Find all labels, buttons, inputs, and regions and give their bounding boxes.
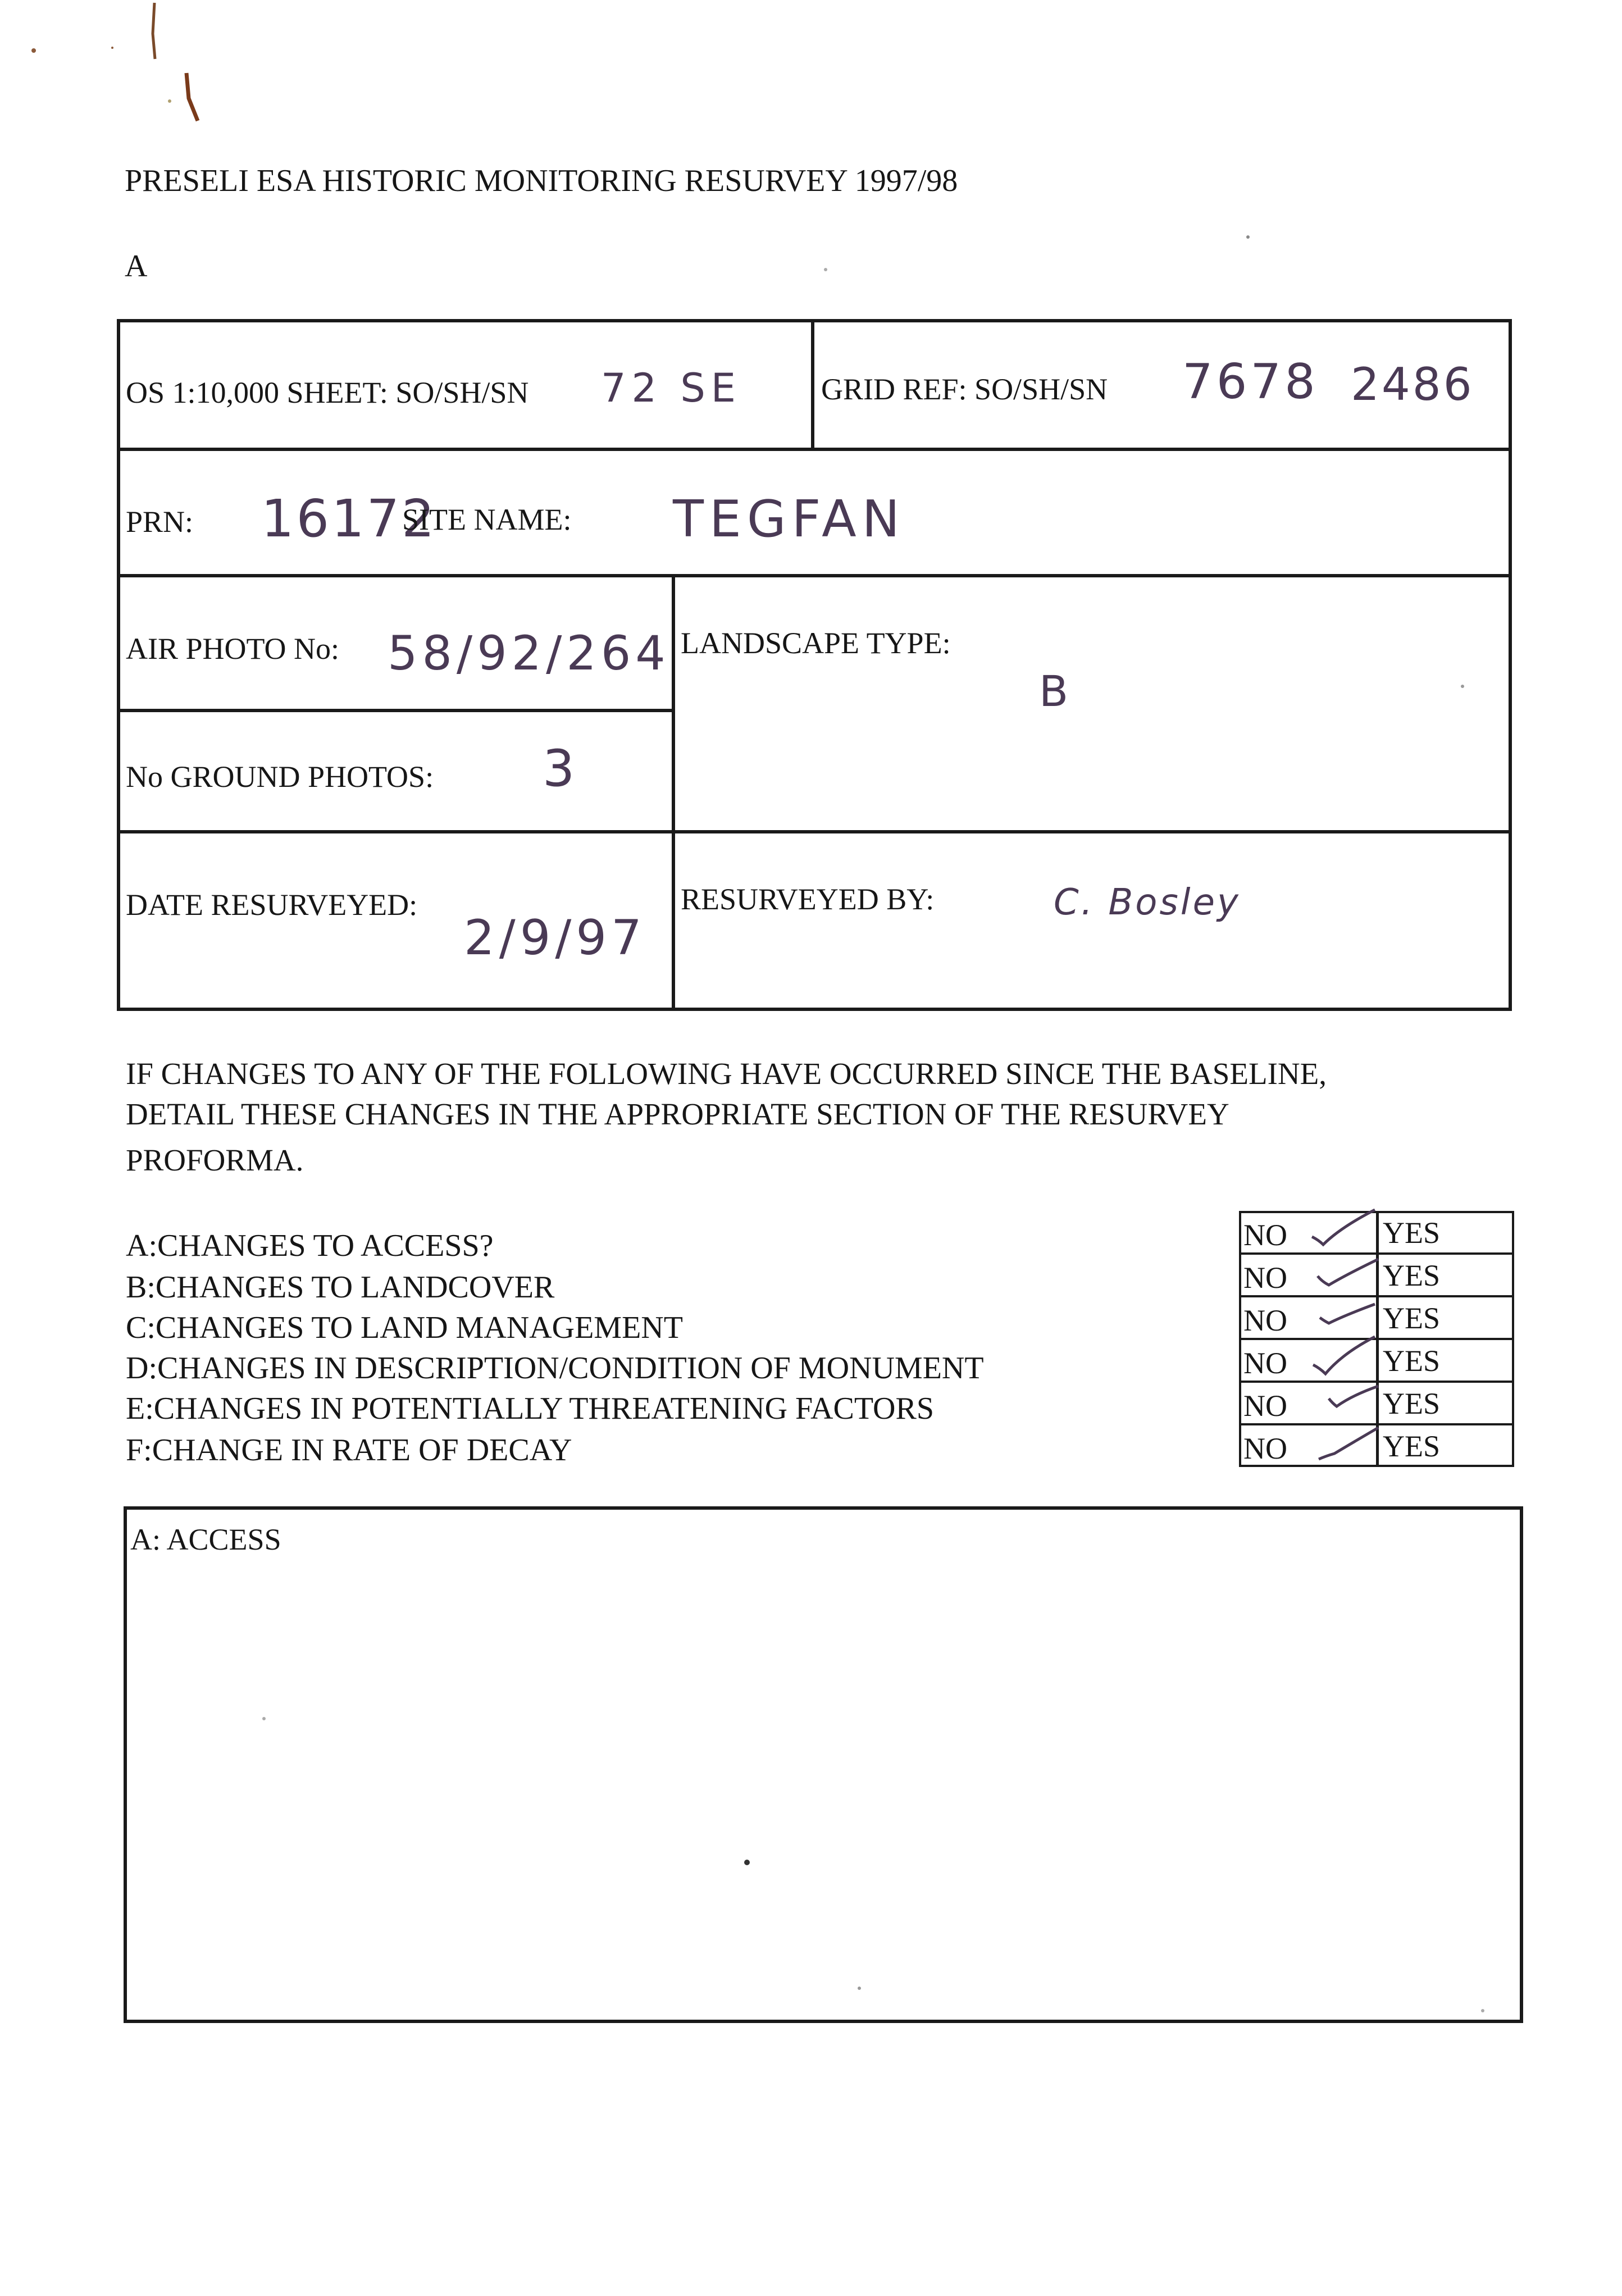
divider (117, 448, 1512, 451)
instructions-line-1: IF CHANGES TO ANY OF THE FOLLOWING HAVE OCCURRED SINCE THE BASELINE, (126, 1056, 1327, 1091)
no-option-a[interactable]: NO (1243, 1218, 1287, 1252)
question-d: D:CHANGES IN DESCRIPTION/CONDITION OF MONUMENT (126, 1351, 984, 1386)
instructions-line-2: DETAIL THESE CHANGES IN THE APPROPRIATE SECTION OF THE RESURVEY (126, 1097, 1229, 1131)
grid-ref-easting: 7678 (1182, 354, 1319, 410)
checkmark-icon (1306, 1205, 1385, 1250)
access-section-heading: A: ACCESS (130, 1523, 281, 1556)
no-option-f[interactable]: NO (1243, 1432, 1287, 1465)
question-b: B:CHANGES TO LANDCOVER (126, 1270, 555, 1305)
grid-ref-label: GRID REF: SO/SH/SN (821, 372, 1108, 406)
yes-option-a[interactable]: YES (1383, 1216, 1441, 1250)
landscape-type-label: LANDSCAPE TYPE: (681, 626, 951, 660)
site-name-value: TEGFAN (673, 490, 905, 549)
yes-option-f[interactable]: YES (1383, 1429, 1441, 1463)
date-resurveyed-label: DATE RESURVEYED: (126, 888, 418, 922)
os-sheet-value: 72 SE (601, 365, 741, 411)
yes-option-e[interactable]: YES (1383, 1387, 1441, 1420)
stain-marks (22, 0, 213, 135)
no-option-e[interactable]: NO (1243, 1389, 1287, 1423)
air-photo-label: AIR PHOTO No: (126, 632, 340, 666)
divider (672, 574, 675, 1011)
yes-option-b[interactable]: YES (1383, 1259, 1441, 1292)
prn-value: 16172 (261, 489, 437, 549)
section-letter: A (125, 249, 148, 284)
question-f: F:CHANGE IN RATE OF DECAY (126, 1433, 572, 1468)
ground-photos-label: No GROUND PHOTOS: (126, 760, 434, 794)
yes-option-d[interactable]: YES (1383, 1344, 1441, 1378)
checkmark-icon (1312, 1252, 1385, 1294)
site-name-label: SITE NAME: (402, 503, 572, 536)
checkmark-icon (1323, 1378, 1385, 1420)
date-resurveyed-value: 2/9/97 (464, 910, 646, 966)
resurveyed-by-label: RESURVEYED BY: (681, 882, 935, 916)
divider (117, 830, 1512, 833)
resurveyed-by-value: C. Bosley (1054, 882, 1241, 923)
no-option-d[interactable]: NO (1243, 1346, 1287, 1380)
landscape-type-value: B (1039, 666, 1069, 716)
checkmark-icon (1312, 1295, 1385, 1337)
air-photo-value: 58/92/264 (388, 626, 670, 681)
ground-photos-value: 3 (543, 739, 575, 798)
prn-label: PRN: (126, 505, 194, 539)
divider (811, 319, 814, 451)
access-section-content[interactable] (135, 1573, 1505, 2011)
os-sheet-label: OS 1:10,000 SHEET: SO/SH/SN (126, 376, 529, 409)
question-a: A:CHANGES TO ACCESS? (126, 1228, 494, 1263)
no-option-b[interactable]: NO (1243, 1261, 1287, 1295)
divider (117, 574, 1512, 577)
divider (117, 709, 674, 712)
yes-option-c[interactable]: YES (1383, 1301, 1441, 1335)
instructions-line-3: PROFORMA. (126, 1143, 304, 1177)
checkmark-icon (1312, 1421, 1385, 1466)
grid-ref-northing: 2486 (1351, 358, 1474, 411)
question-c: C:CHANGES TO LAND MANAGEMENT (126, 1310, 683, 1345)
no-option-c[interactable]: NO (1243, 1304, 1287, 1337)
checkmark-icon (1306, 1331, 1385, 1379)
form-title: PRESELI ESA HISTORIC MONITORING RESURVEY 1997/98 (125, 163, 958, 198)
question-e: E:CHANGES IN POTENTIALLY THREATENING FACTORS (126, 1391, 934, 1426)
